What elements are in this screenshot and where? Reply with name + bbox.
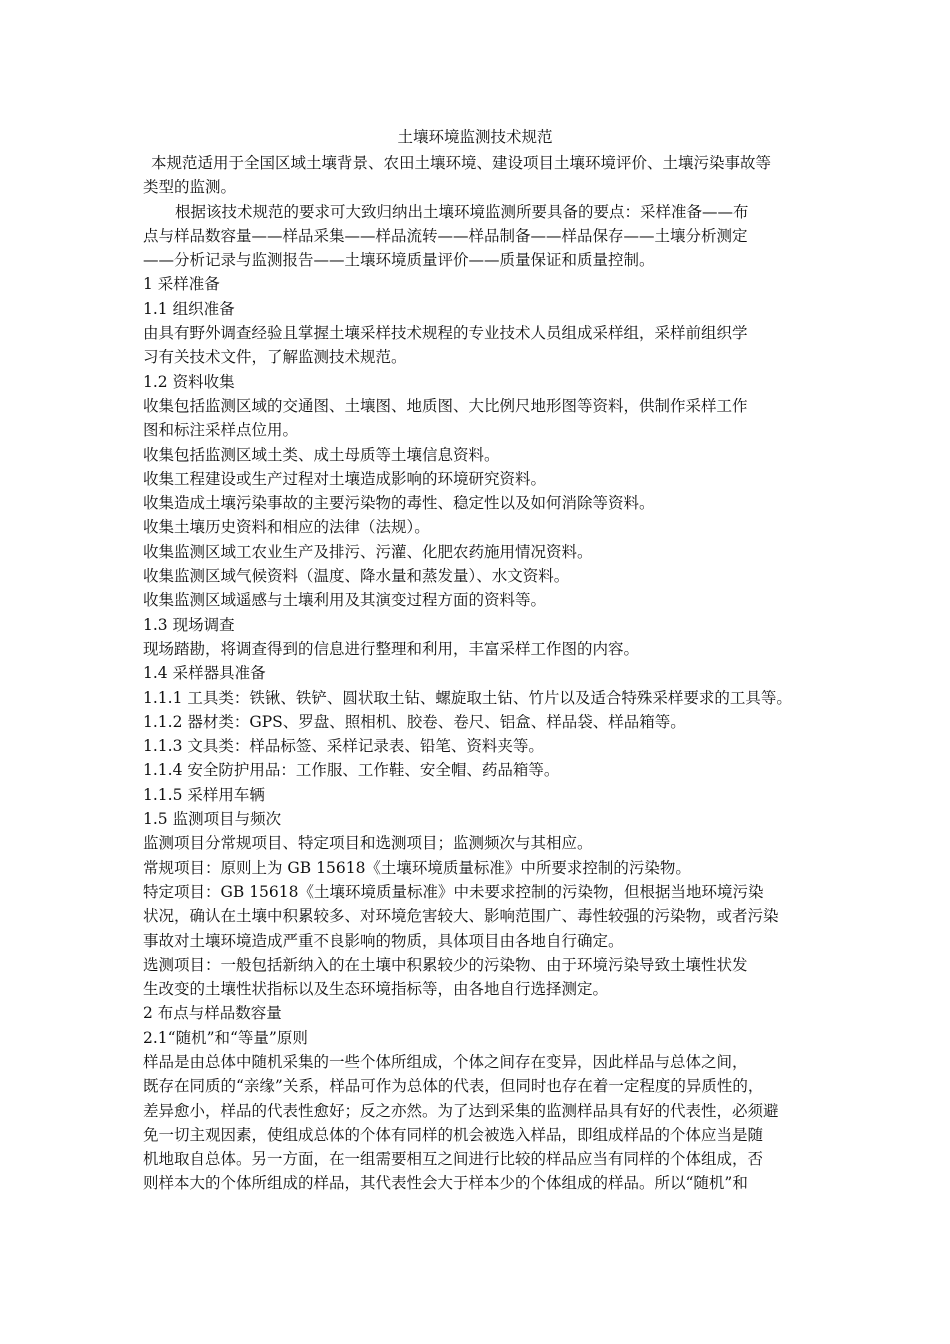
paragraph-line: 根据该技术规范的要求可大致归纳出土壤环境监测所要具备的要点：采样准备——布: [175, 202, 749, 221]
paragraph-line: ——分析记录与监测报告——土壤环境质量评价——质量保证和质量控制。: [143, 251, 655, 270]
paragraph-line: 点与样品数容量——样品采集——样品流转——样品制备——样品保存——土壤分析测定: [143, 226, 748, 245]
paragraph-line: 差异愈小，样品的代表性愈好；反之亦然。为了达到采集的监测样品具有好的代表性，必须避: [143, 1101, 779, 1120]
paragraph-line: 收集土壤历史资料和相应的法律（法规）。: [143, 518, 430, 537]
paragraph-line: 特定项目：GB 15618《土壤环境质量标准》中未要求控制的污染物，但根据当地环境污染: [143, 882, 764, 901]
document-title: 土壤环境监测技术规范: [397, 128, 553, 146]
paragraph-line: 现场踏勘，将调查得到的信息进行整理和利用，丰富采样工作图的内容。: [143, 639, 640, 658]
paragraph-line: 生改变的土壤性状指标以及生态环境指标等，由各地自行选择测定。: [143, 980, 609, 999]
subsection-heading: 1.2 资料收集: [143, 372, 235, 391]
paragraph-line: 本规范适用于全国区域土壤背景、农田土壤环境、建设项目土壤环境评价、土壤污染事故等: [151, 154, 772, 172]
paragraph-line: 类型的监测。: [143, 178, 237, 197]
paragraph-line: 状况，确认在土壤中积累较多、对环境危害较大、影响范围广、毒性较强的污染物，或者污染: [143, 907, 779, 926]
paragraph-line: 样品是由总体中随机采集的一些个体所组成，个体之间存在变异，因此样品与总体之间，: [143, 1052, 748, 1071]
paragraph-line: 由具有野外调查经验且掌握土壤采样技术规程的专业技术人员组成采样组，采样前组织学: [143, 324, 748, 343]
list-item: 1.1.4 安全防护用品：工作服、工作鞋、安全帽、药品箱等。: [143, 761, 560, 780]
paragraph-line: 选测项目：一般包括新纳入的在土壤中积累较少的污染物、由于环境污染导致土壤性状发: [143, 955, 748, 974]
subsection-heading: 1.3 现场调查: [143, 615, 235, 634]
paragraph-line: 收集监测区域气候资料（温度、降水量和蒸发量）、水文资料。: [143, 567, 570, 586]
paragraph-line: 机地取自总体。另一方面，在一组需要相互之间进行比较的样品应当有同样的个体组成，否: [143, 1150, 764, 1169]
paragraph-line: 收集包括监测区域的交通图、土壤图、地质图、大比例尺地形图等资料，供制作采样工作: [143, 396, 748, 415]
list-item: 1.1.5 采样用车辆: [143, 785, 265, 804]
paragraph-line: 常规项目：原则上为 GB 15618《土壤环境质量标准》中所要求控制的污染物。: [143, 858, 691, 877]
paragraph-line: 收集监测区域工农业生产及排污、污灌、化肥农药施用情况资料。: [143, 542, 593, 561]
paragraph-line: 收集包括监测区域土类、成土母质等土壤信息资料。: [143, 445, 500, 464]
paragraph-line: 收集监测区域遥感与土壤利用及其演变过程方面的资料等。: [143, 591, 547, 610]
paragraph-line: 收集造成土壤污染事故的主要污染物的毒性、稳定性以及如何消除等资料。: [143, 494, 655, 513]
list-item: 1.1.3 文具类：样品标签、采样记录表、铅笔、资料夹等。: [143, 737, 544, 756]
document-body: [143, 151, 808, 1196]
subsection-heading: 1.4 采样器具准备: [143, 664, 266, 683]
section-heading: 2 布点与样品数容量: [143, 1004, 282, 1023]
section-heading: 1 采样准备: [143, 275, 220, 294]
subsection-heading: 1.5 监测项目与频次: [143, 810, 282, 829]
paragraph-line: 免一切主观因素，使组成总体的个体有同样的机会被选入样品，即组成样品的个体应当是随: [143, 1125, 764, 1144]
paragraph-line: 习有关技术文件，了解监测技术规范。: [143, 348, 407, 367]
subsection-heading: 1.1 组织准备: [143, 299, 235, 318]
paragraph-line: 则样本大的个体所组成的样品，其代表性会大于样本少的个体组成的样品。所以“随机”和: [143, 1174, 748, 1193]
paragraph-line: 监测项目分常规项目、特定项目和选测项目；监测频次与其相应。: [143, 834, 593, 853]
paragraph-line: 既存在同质的“亲缘”关系，样品可作为总体的代表，但同时也存在着一定程度的异质性的，: [143, 1077, 764, 1096]
paragraph-line: 图和标注采样点位用。: [143, 421, 299, 440]
paragraph-line: 收集工程建设或生产过程对土壤造成影响的环境研究资料。: [143, 469, 547, 488]
list-item: 1.1.2 器材类：GPS、罗盘、照相机、胶卷、卷尺、铝盒、样品袋、样品箱等。: [143, 712, 686, 731]
subsection-heading: 2.1“随机”和“等量”原则: [143, 1028, 308, 1047]
list-item: 1.1.1 工具类：铁锹、铁铲、圆状取土钻、螺旋取土钻、竹片以及适合特殊采样要求的工具等。: [143, 688, 792, 707]
paragraph-line: 事故对土壤环境造成严重不良影响的物质，具体项目由各地自行确定。: [143, 931, 624, 950]
